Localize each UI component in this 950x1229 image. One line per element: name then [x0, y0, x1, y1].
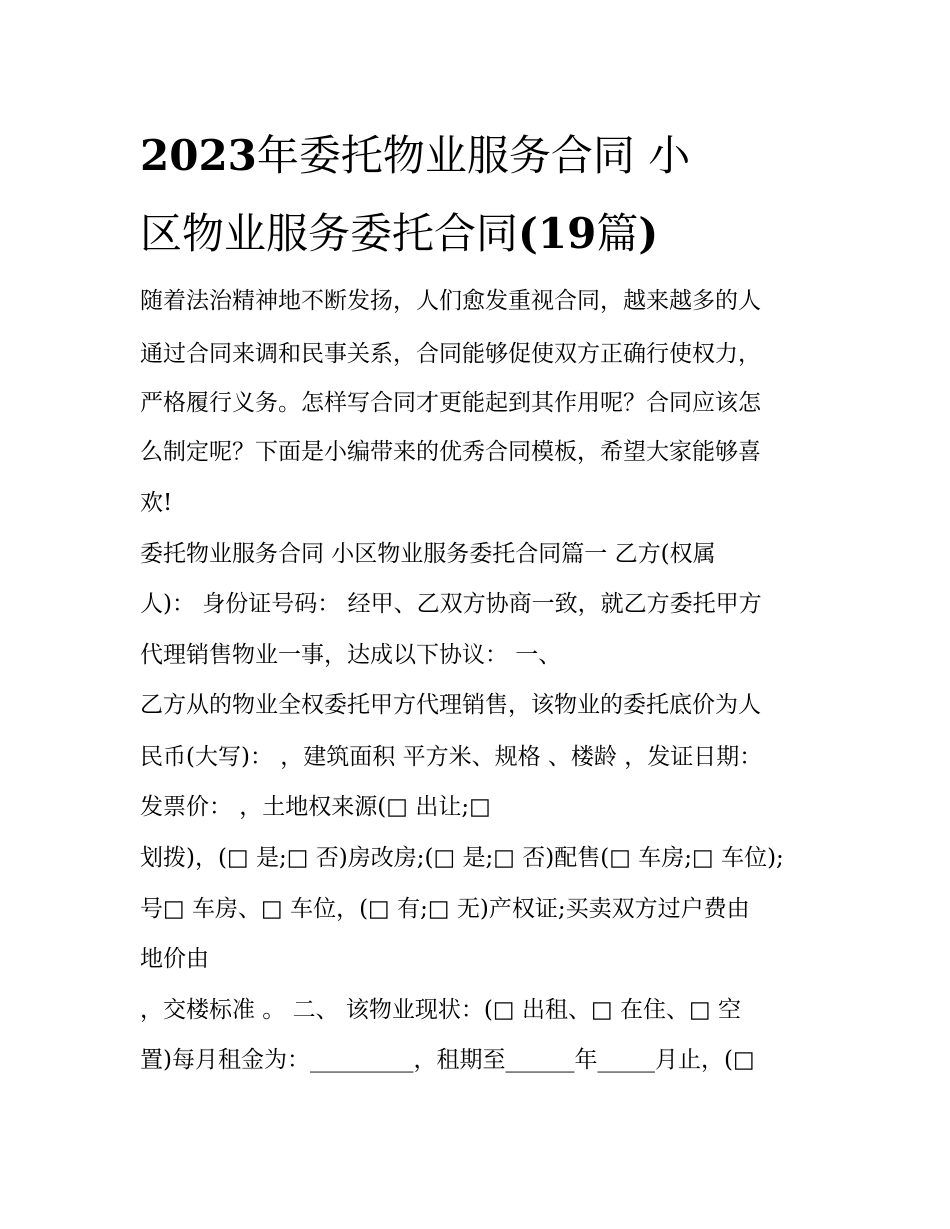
body-line: 民币(大写)： ，建筑面积 平方米、规格 、楼龄 ，发证日期： [140, 744, 763, 770]
body-line: 号□ 车房、□ 车位，(□ 有;□ 无)产权证;买卖双方过户费由 [140, 896, 750, 922]
body-line: 人)： 身份证号码： 经甲、乙双方协商一致，就乙方委托甲方 [140, 591, 762, 617]
title-line-1: 2023年委托物业服务合同 小 [140, 131, 691, 180]
body-line: ，交楼标准 。 二、 该物业现状：(□ 出租、□ 在住、□ 空 [140, 997, 742, 1023]
body-line: 么制定呢？下面是小编带来的优秀合同模板，希望大家能够喜 [140, 439, 761, 465]
body-line: 发票价： ，土地权来源(□ 出让;□ [140, 794, 491, 820]
title-year: 2023 [140, 131, 257, 180]
body-line: 乙方从的物业全权委托甲方代理销售，该物业的委托底价为人 [140, 692, 761, 718]
title-line-2: 区物业服务委托合同(19篇) [140, 209, 659, 258]
body-line: 欢! [140, 490, 173, 516]
body-line: 随着法治精神地不断发扬，人们愈发重视合同，越来越多的人 [140, 288, 761, 314]
body-line: 地价由 [140, 946, 209, 972]
title-count: (19 [518, 209, 597, 258]
body-line: 划拨)，(□ 是;□ 否)房改房;(□ 是;□ 否)配售(□ 车房;□ 车位); [140, 845, 784, 871]
body-line: 置)每月租金为：_________，租期至______年_____月止，(□ [140, 1047, 755, 1073]
document-title [140, 117, 820, 273]
body-line: 严格履行义务。怎样写合同才更能起到其作用呢？合同应该怎 [140, 390, 761, 416]
body-line: 委托物业服务合同 小区物业服务委托合同篇一 乙方(权属 [140, 541, 716, 567]
title-paren: ) [638, 209, 659, 258]
body-line: 代理销售物业一事，达成以下协议： 一、 [140, 642, 562, 668]
body-line: 通过合同来调和民事关系，合同能够促使双方正确行使权力， [140, 341, 761, 367]
